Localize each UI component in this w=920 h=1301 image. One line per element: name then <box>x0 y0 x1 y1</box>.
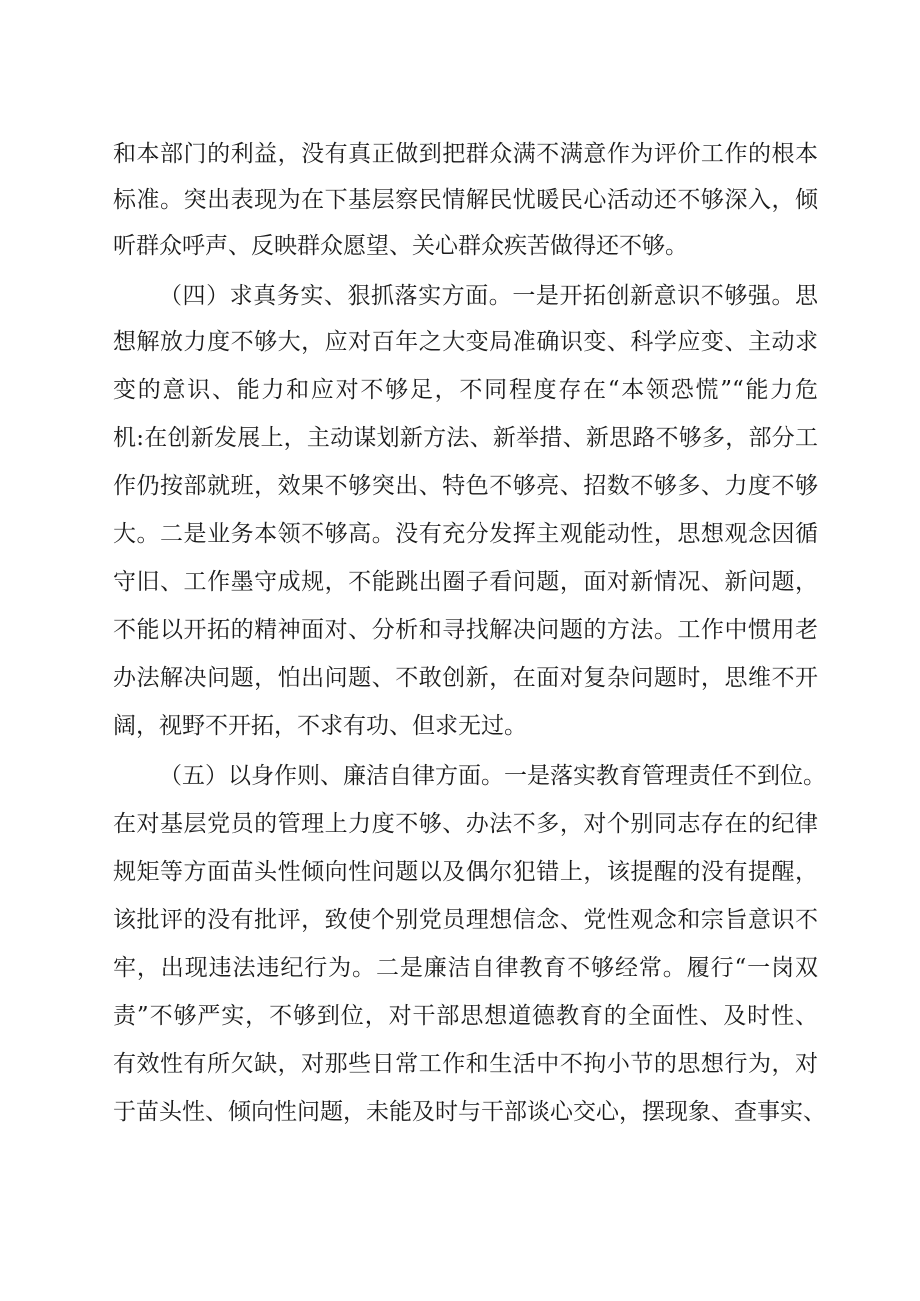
text-line: 大。二是业务本领不够高。没有充分发挥主观能动性，思想观念因循 <box>113 521 818 547</box>
text-line: 机:在创新发展上，主动谋划新方法、新举措、新思路不够多，部分工 <box>113 425 818 451</box>
text-line: 听群众呼声、反映群众愿望、关心群众疾苦做得还不够。 <box>113 233 688 259</box>
text-line: 和本部门的利益，没有真正做到把群众满不满意作为评价工作的根本 <box>113 141 818 167</box>
paragraph-heading-line: （四）求真务实、狠抓落实方面。一是开拓创新意识不够强。思 <box>159 283 818 309</box>
text-line: 责”不够严实，不够到位，对干部思想道德教育的全面性、及时性、 <box>113 1003 818 1029</box>
text-line: 规矩等方面苗头性倾向性问题以及偶尔犯错上，该提醒的没有提醒， <box>113 859 818 885</box>
paragraph-heading-line: （五）以身作则、廉洁自律方面。一是落实教育管理责任不到位。 <box>159 763 826 789</box>
text-line: 想解放力度不够大，应对百年之大变局准确识变、科学应变、主动求 <box>113 329 818 355</box>
text-line: 变的意识、能力和应对不够足，不同程度存在“本领恐慌”“能力危 <box>113 377 818 403</box>
text-line: 阔，视野不开拓，不求有功、但求无过。 <box>113 713 527 739</box>
text-line: 办法解决问题，怕出问题、不敢创新，在面对复杂问题时，思维不开 <box>113 665 818 691</box>
text-line: 该批评的没有批评，致使个别党员理想信念、党性观念和宗旨意识不 <box>113 907 818 933</box>
text-line: 标准。突出表现为在下基层察民情解民忧暖民心活动还不够深入，倾 <box>113 187 818 213</box>
text-line: 守旧、工作墨守成规，不能跳出圈子看问题，面对新情况、新问题， <box>113 569 818 595</box>
text-line: 在对基层党员的管理上力度不够、办法不多，对个别同志存在的纪律 <box>113 811 818 837</box>
text-line: 作仍按部就班，效果不够突出、特色不够亮、招数不够多、力度不够 <box>113 473 818 499</box>
text-line: 不能以开拓的精神面对、分析和寻找解决问题的方法。工作中惯用老 <box>113 617 818 643</box>
text-line: 于苗头性、倾向性问题，未能及时与干部谈心交心，摆现象、查事实、 <box>113 1099 826 1125</box>
text-line: 有效性有所欠缺，对那些日常工作和生活中不拘小节的思想行为，对 <box>113 1051 818 1077</box>
text-line: 牢，出现违法违纪行为。二是廉洁自律教育不够经常。履行“一岗双 <box>113 955 818 981</box>
